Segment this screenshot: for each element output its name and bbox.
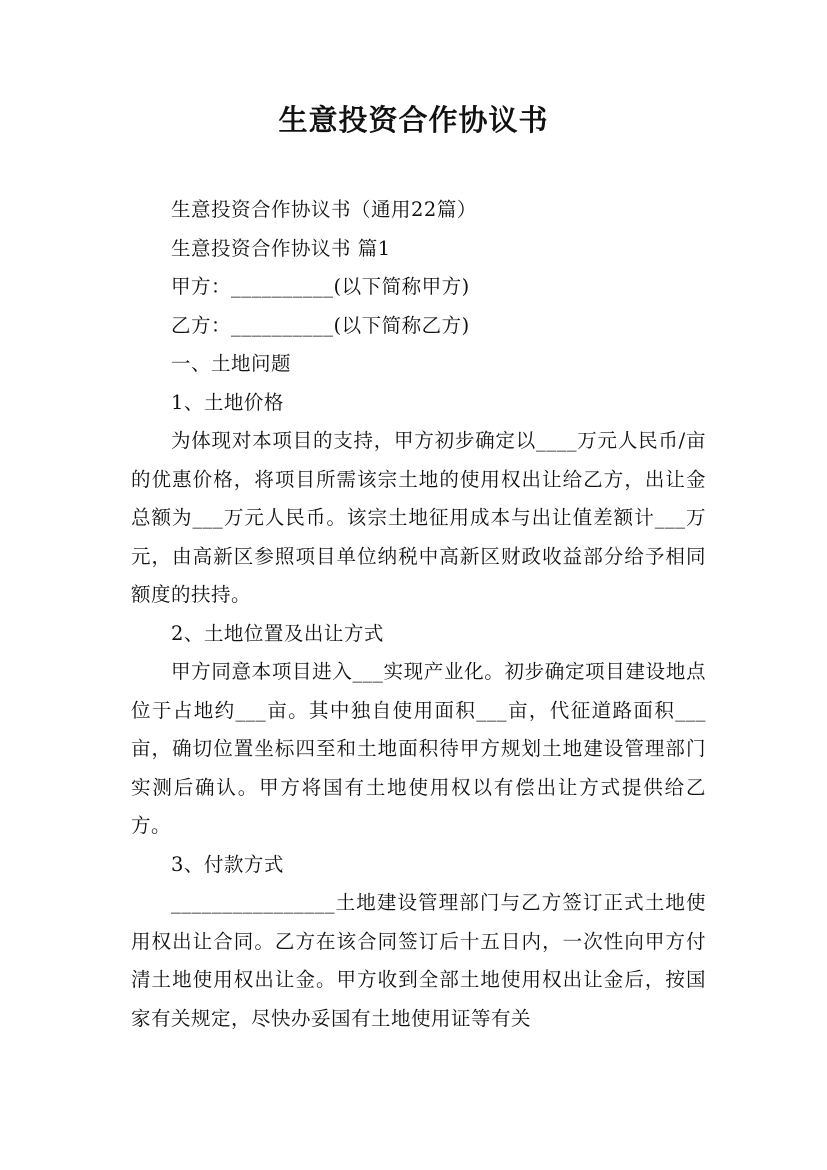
chapter-heading: 一、土地问题 — [171, 352, 292, 375]
paragraph-land-price: 为体现对本项目的支持，甲方初步确定以____万元人民币/亩的优惠价格，将项目所需该宗土地的使用权出让给乙方，出让金总额为___万元人民币。该宗土地征用成本与出让值差额计___万元，由高新区参照项目单位纳税中高新区财政收益部分给予相同额度的扶持。 — [131, 429, 706, 606]
clause-heading-land-location: 2、土地位置及出让方式 — [171, 621, 384, 645]
subtitle-line: 生意投资合作协议书（通用22篇） — [171, 198, 477, 221]
paragraph-land-location: 甲方同意本项目进入___实现产业化。初步确定项目建设地点位于占地约___亩。其中独自使用面积___亩，代征道路面积___亩，确切位置坐标四至和土地面积待甲方规划土地建设管理部门实测后确认。甲方将国有土地使用权以有偿出让方式提供给乙方。 — [131, 660, 706, 837]
party-a-line: 甲方：__________(以下简称甲方) — [171, 275, 470, 298]
clause-heading-land-price: 1、土地价格 — [171, 390, 284, 414]
document-body — [131, 191, 706, 1038]
document-title: 生意投资合作协议书 — [278, 103, 549, 137]
clause-heading-payment: 3、付款方式 — [171, 852, 284, 876]
party-b-line: 乙方：__________(以下简称乙方) — [171, 313, 470, 337]
section-label: 生意投资合作协议书 篇1 — [171, 236, 391, 260]
paragraph-payment: ________________土地建设管理部门与乙方签订正式土地使用权出让合同。乙方在该合同签订后十五日内，一次性向甲方付清土地使用权出让金。甲方收到全部土地使用权出让金后，按国家有关规定，尽快办妥国有土地使用证等有关 — [131, 891, 706, 1030]
